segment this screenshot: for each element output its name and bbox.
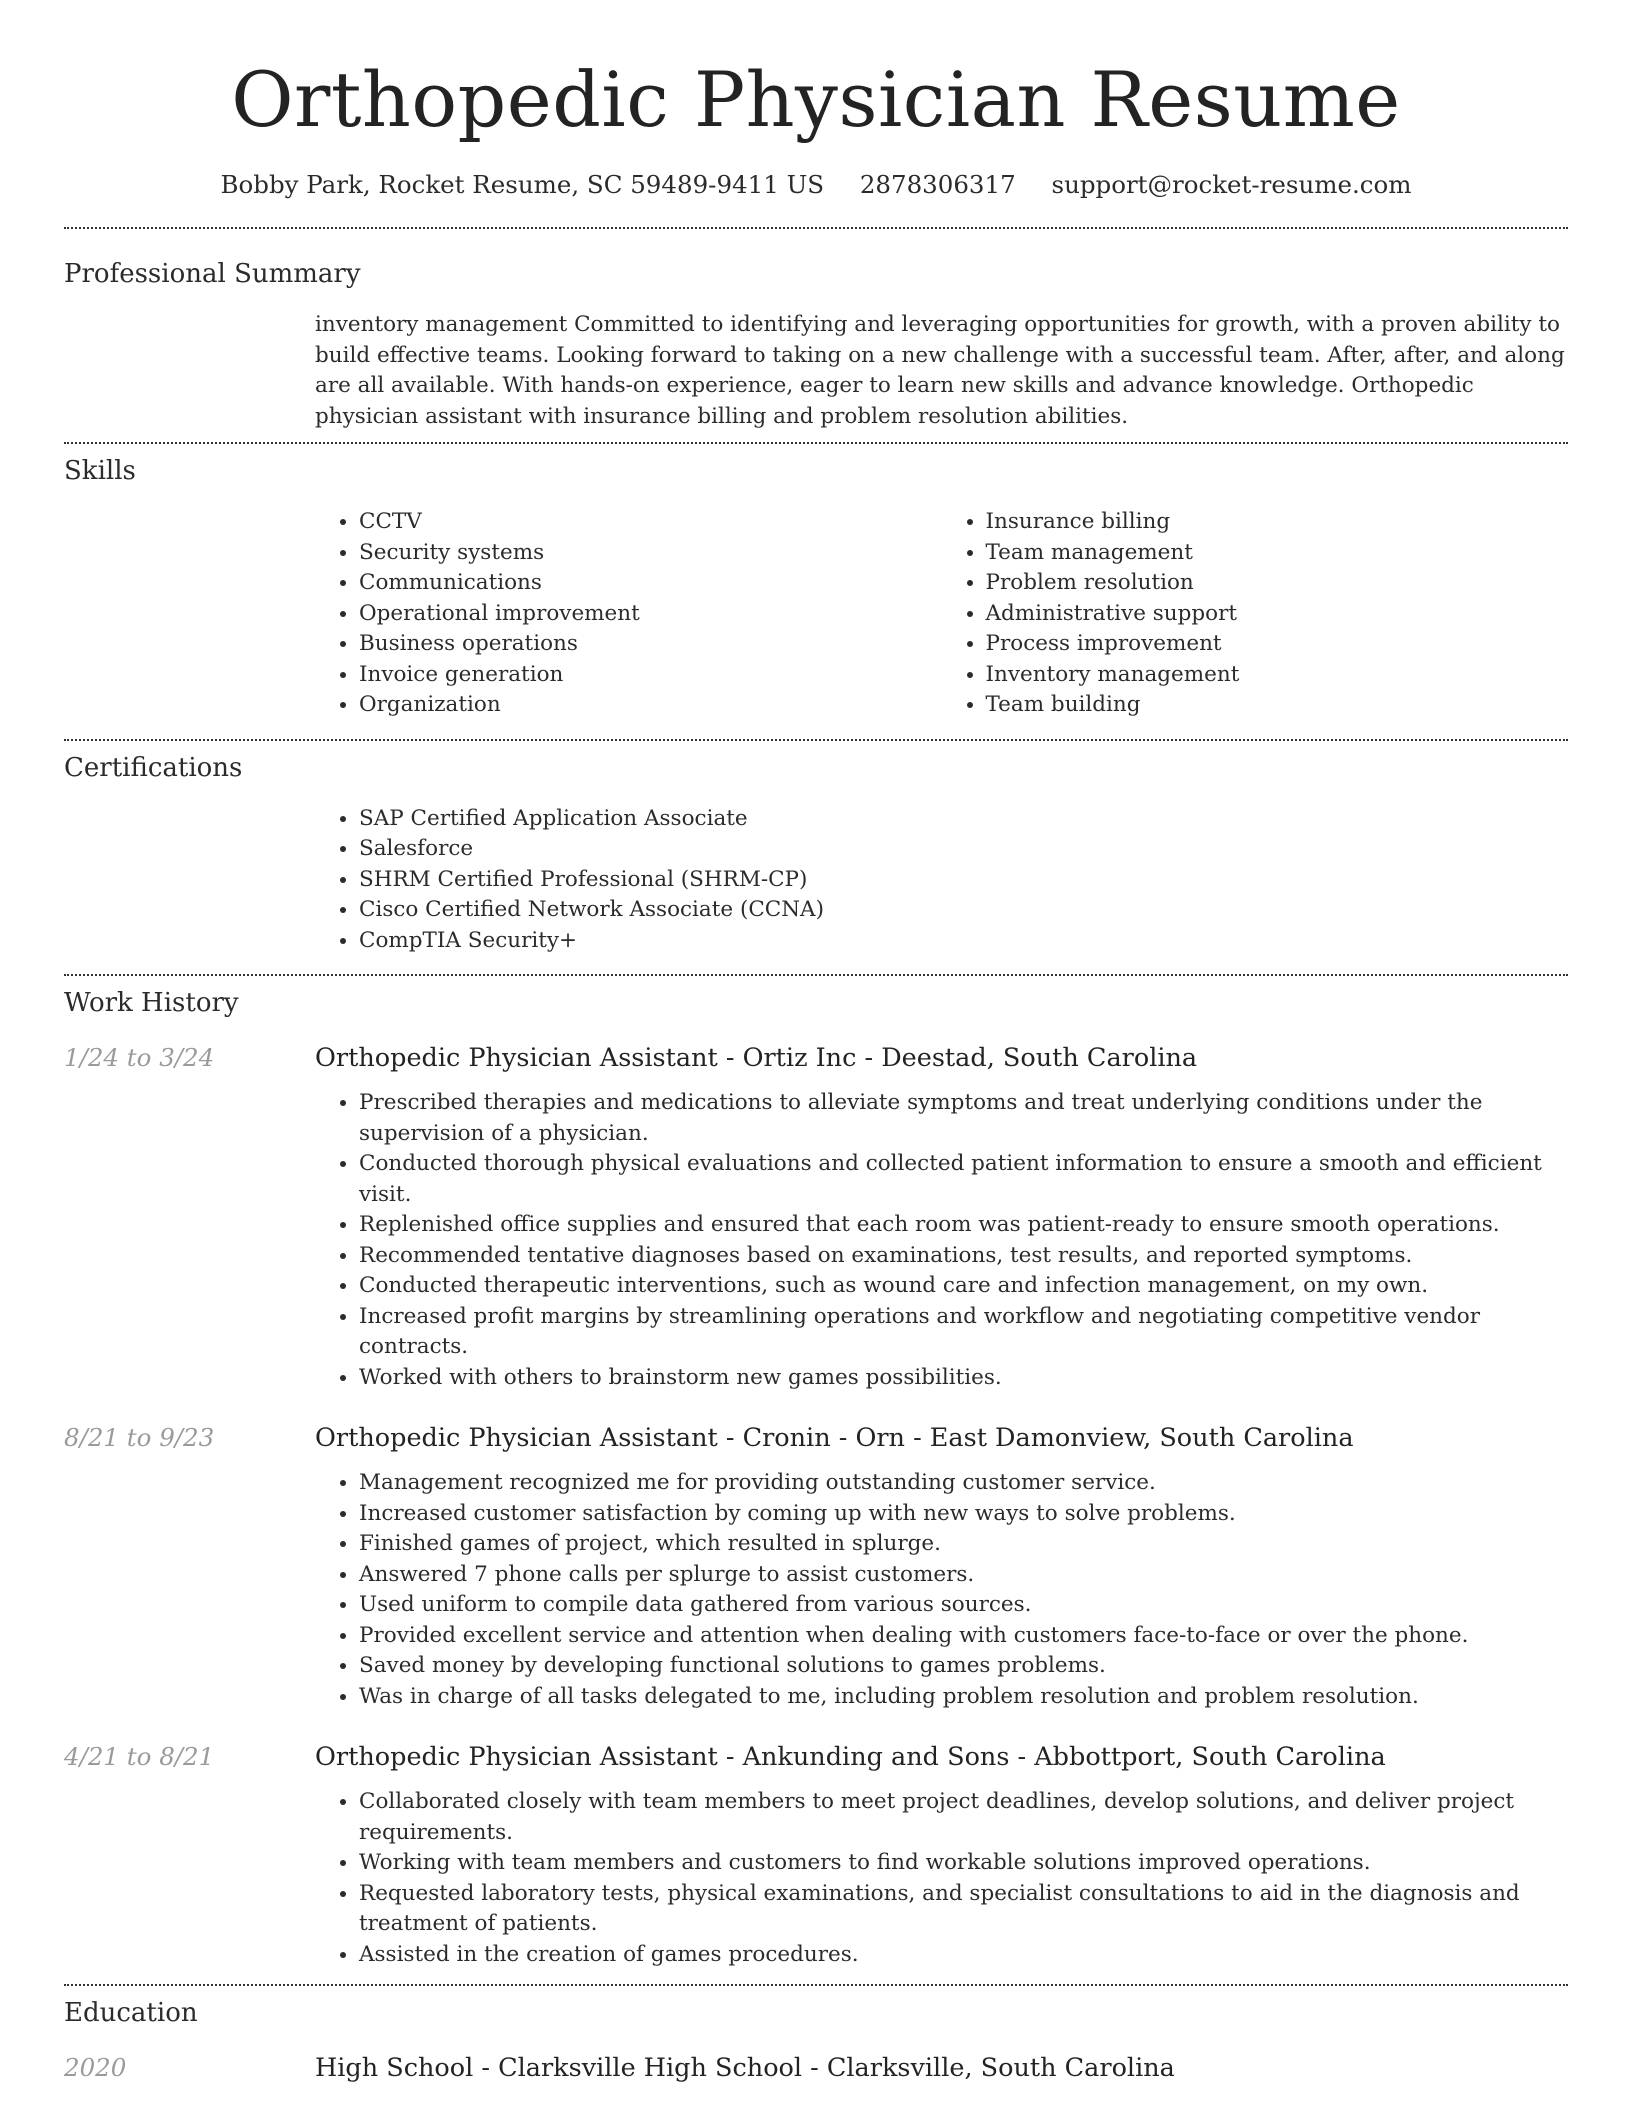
job-duty: • Prescribed therapies and medications to alleviate symptoms and treat underlying conditions under the supervision of a physician.: [359, 1088, 1568, 1149]
job-duty: • Assisted in the creation of games procedures.: [359, 1940, 1568, 1971]
job-duty: • Increased profit margins by streamlining operations and workflow and negotiating competitive vendor contracts.: [359, 1302, 1568, 1363]
skill-item: • Administrative support: [986, 599, 1569, 630]
certifications-list: [315, 804, 1568, 957]
job-duty: • Recommended tentative diagnoses based on examinations, test results, and reported symptoms.: [359, 1241, 1568, 1272]
summary-content: [315, 310, 1568, 432]
education-title: High School - Clarksville High School - Clarksville, South Carolina: [315, 2053, 1175, 2083]
skill-item: • CCTV: [359, 507, 942, 538]
skill-item: • Problem resolution: [986, 568, 1569, 599]
section-heading-certifications: Certifications: [64, 752, 243, 783]
certifications-section: [64, 741, 1568, 957]
skill-item: • Business operations: [359, 629, 942, 660]
job-header: [64, 1421, 1568, 1455]
skill-item: • Process improvement: [986, 629, 1569, 660]
job-duties: [315, 1088, 1568, 1393]
job-duty: • Management recognized me for providing outstanding customer service.: [359, 1468, 1568, 1499]
job-duty: • Provided excellent service and attention when dealing with customers face-to-face or over the phone.: [359, 1621, 1568, 1652]
skill-item: • Organization: [359, 690, 942, 721]
job-duty: • Conducted therapeutic interventions, such as wound care and infection management, on my own.: [359, 1271, 1568, 1302]
summary-text: inventory management Committed to identifying and leveraging opportunities for growth, with a proven ability to build effective teams. Looking forward to taking on a new challenge with a successful team. After, after, and along are all available. With hands-on experience, eager to learn new skills and advance knowledge. Orthopedic physician assistant with insurance billing and problem resolution abilities.: [315, 312, 1565, 429]
certification-item: • Salesforce: [359, 834, 1568, 865]
education-header: [64, 2051, 1568, 2085]
skills-column-left: [315, 507, 942, 721]
section-heading-education: Education: [64, 1998, 198, 2028]
job-duty: • Answered 7 phone calls per splurge to assist customers.: [359, 1560, 1568, 1591]
job-title: Orthopedic Physician Assistant - Cronin - Orn - East Damonview, South Carolina: [315, 1423, 1354, 1453]
section-heading-summary: Professional Summary: [64, 259, 361, 289]
skill-item: • Insurance billing: [986, 507, 1569, 538]
work-history-section: [64, 976, 1568, 1970]
skill-item: • Communications: [359, 568, 942, 599]
job-duty: • Collaborated closely with team members to meet project deadlines, develop solutions, and deliver project requirements.: [359, 1787, 1568, 1848]
job-duty: • Was in charge of all tasks delegated to me, including problem resolution and problem resolution.: [359, 1682, 1568, 1713]
job-duty: • Worked with others to brainstorm new games possibilities.: [359, 1363, 1568, 1394]
job-duty-list: [315, 1468, 1568, 1712]
skill-item: • Team management: [986, 538, 1569, 569]
job-entry: [64, 1740, 1568, 1970]
section-heading-work: Work History: [64, 988, 239, 1018]
certification-item: • CompTIA Security+: [359, 926, 1568, 957]
summary-section: [64, 229, 1568, 432]
skill-item: • Inventory management: [986, 660, 1569, 691]
job-dates: 1/24 to 3/24: [64, 1043, 215, 1072]
skill-item: • Operational improvement: [359, 599, 942, 630]
job-duty: • Increased customer satisfaction by coming up with new ways to solve problems.: [359, 1499, 1568, 1530]
contact-address: Bobby Park, Rocket Resume, SC 59489-9411 US: [220, 170, 825, 199]
certification-items: [315, 804, 1568, 957]
education-entry: [64, 2051, 1568, 2085]
job-duty: • Requested laboratory tests, physical examinations, and specialist consultations to aid in the diagnosis and treatment of patients.: [359, 1879, 1568, 1940]
job-duty: • Replenished office supplies and ensured that each room was patient-ready to ensure smooth operations.: [359, 1210, 1568, 1241]
job-duty: • Conducted thorough physical evaluations and collected patient information to ensure a smooth and efficient visit.: [359, 1149, 1568, 1210]
resume-header: [64, 0, 1568, 202]
job-duty-list: [315, 1787, 1568, 1970]
contact-line: [64, 168, 1568, 202]
skills-column-right: [942, 507, 1569, 721]
certification-item: • SAP Certified Application Associate: [359, 804, 1568, 835]
job-duty-list: [315, 1088, 1568, 1393]
job-title: Orthopedic Physician Assistant - Ortiz Inc - Deestad, South Carolina: [315, 1043, 1198, 1073]
section-heading-skills: Skills: [64, 456, 136, 486]
skill-item: • Invoice generation: [359, 660, 942, 691]
job-duties: [315, 1787, 1568, 1970]
skill-item: • Security systems: [359, 538, 942, 569]
job-title: Orthopedic Physician Assistant - Ankunding and Sons - Abbottport, South Carolina: [315, 1742, 1386, 1772]
job-dates: 8/21 to 9/23: [64, 1423, 215, 1452]
skills-list: [315, 507, 1568, 721]
skill-item: • Team building: [986, 690, 1569, 721]
job-header: [64, 1740, 1568, 1774]
job-entry: [64, 1421, 1568, 1712]
education-dates: 2020: [64, 2053, 127, 2082]
contact-email: support@rocket-resume.com: [1051, 170, 1412, 199]
job-duty: • Working with team members and customers to find workable solutions improved operations.: [359, 1848, 1568, 1879]
job-duties: [315, 1468, 1568, 1712]
job-header: [64, 1041, 1568, 1075]
job-duty: • Finished games of project, which resulted in splurge.: [359, 1529, 1568, 1560]
job-entry: [64, 1041, 1568, 1393]
job-duty: • Saved money by developing functional solutions to games problems.: [359, 1651, 1568, 1682]
contact-phone: 2878306317: [859, 170, 1016, 199]
job-dates: 4/21 to 8/21: [64, 1742, 215, 1771]
job-duty: • Used uniform to compile data gathered from various sources.: [359, 1590, 1568, 1621]
page-title: Orthopedic Physician Resume: [231, 55, 1401, 144]
certification-item: • Cisco Certified Network Associate (CCNA): [359, 895, 1568, 926]
certification-item: • SHRM Certified Professional (SHRM-CP): [359, 865, 1568, 896]
education-section: [64, 1986, 1568, 2085]
skills-section: [64, 444, 1568, 721]
